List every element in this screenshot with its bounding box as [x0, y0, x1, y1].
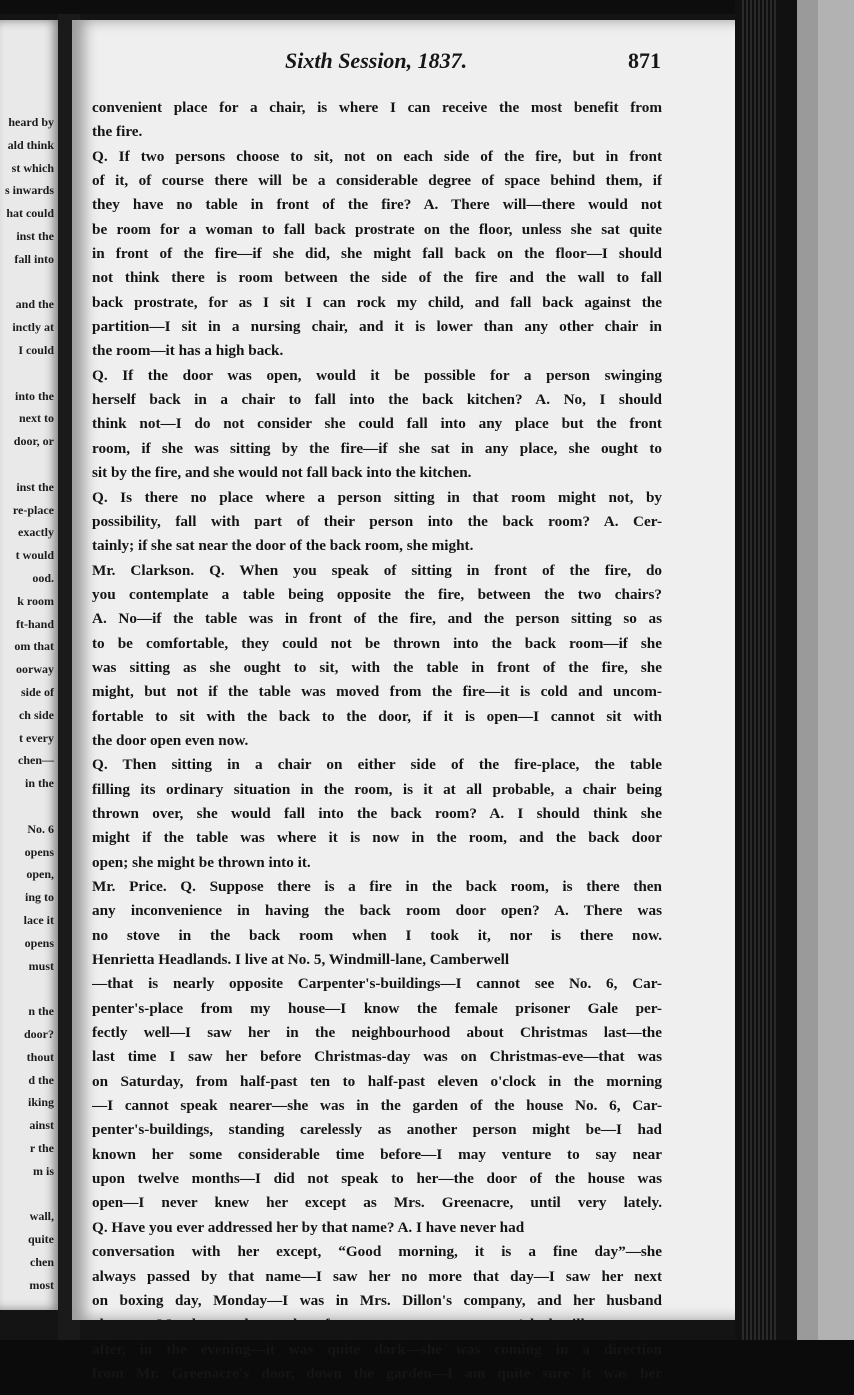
- text-line: no stove in the back room when I took it, nor is there now.: [92, 926, 662, 944]
- text-line: be room for a woman to fall back prostrate on the floor, unless she sat quite: [92, 220, 662, 238]
- facing-page-text-fragment: ing to: [24, 890, 54, 905]
- facing-page-text-fragment: s inwards: [4, 183, 54, 198]
- text-line: last time I saw her before Christmas-day was on Christmas-eve—that was: [92, 1048, 662, 1066]
- text-line: back prostrate, for as I sit I can rock my child, and fall back against the: [92, 293, 662, 311]
- facing-page-text-fragment: into the: [15, 388, 54, 403]
- facing-page-text-fragment: oorway: [16, 662, 54, 677]
- facing-page-text-fragment: door?: [24, 1027, 54, 1041]
- facing-page-text-fragment: wall,: [29, 1209, 54, 1224]
- page-header: [72, 48, 740, 78]
- text-line: Q. If two persons choose to sit, not on each side of the fire, but in front: [92, 147, 662, 165]
- facing-page-text-fragment: re-place: [12, 502, 54, 517]
- facing-page-text-fragment: m is: [33, 1163, 54, 1178]
- text-line: known her some considerable time before—I may venture to say near: [92, 1145, 662, 1163]
- facing-page-text-fragment: and the: [15, 297, 54, 312]
- facing-page-text-fragment: d the: [28, 1072, 54, 1087]
- text-line: Mr. Clarkson. Q. When you speak of sitting in front of the fire, do: [92, 561, 662, 579]
- text-line: any inconvenience in having the back room door open? A. There was: [92, 902, 662, 920]
- text-line: of it, of course there will be a considerable degree of space behind them, if: [92, 172, 662, 190]
- facing-page-text-fragment: heard by: [8, 115, 54, 129]
- facing-page-text-fragment: quite: [27, 1232, 54, 1247]
- facing-page-text-fragment: must: [28, 958, 54, 973]
- facing-page-text-fragment: chen—: [18, 753, 54, 768]
- facing-page-text-fragment: r the: [29, 1141, 54, 1155]
- text-line: partition—I sit in a nursing chair, and it is lower than any other chair in: [92, 318, 662, 336]
- text-line: convenient place for a chair, is where I can receive the most benefit from: [92, 99, 662, 116]
- text-line: open—I never knew her except as Mrs. Greenacre, until very lately.: [92, 1194, 662, 1212]
- facing-page-text-fragment: k room: [17, 593, 54, 608]
- text-line: was sitting as she ought to sit, with the table in front of the fire, she: [92, 658, 662, 676]
- facing-page-text-fragment: inst the: [16, 229, 54, 243]
- text-line: the door open even now.: [92, 731, 249, 749]
- facing-page-text-fragment: fall into: [14, 251, 54, 266]
- text-line: Q. If the door was open, would it be possible for a person swinging: [92, 366, 662, 384]
- facing-page-text-fragment: opens: [24, 844, 54, 859]
- text-line: might, but not if the table was moved from the fire—it is cold and uncom-: [92, 683, 662, 701]
- facing-page-left: [0, 20, 60, 1310]
- facing-page-text-fragment: door, or: [13, 434, 54, 449]
- text-line: —that is nearly opposite Carpenter's-buildings—I cannot see No. 6, Car-: [92, 975, 662, 993]
- running-head: Sixth Session, 1837.: [285, 48, 468, 73]
- facing-page-text-fragment: lace it: [23, 913, 54, 927]
- facing-page-text-fragment: exactly: [18, 525, 54, 540]
- facing-page-text-fragment: I could: [18, 343, 54, 357]
- text-line: they have no table in front of the fire? A. There will—there would not: [92, 196, 662, 214]
- text-line: on Saturday, from half-past ten to half-past eleven o'clock in the morning: [92, 1072, 662, 1090]
- facing-page-text-fragment: inctly at: [12, 320, 54, 335]
- text-line: A. No—if the table was in front of the fire, and the person sitting so as: [92, 610, 662, 628]
- text-line: the fire.: [92, 123, 143, 141]
- text-line: upon twelve months—I did not speak to her—the door of the house was: [92, 1170, 662, 1188]
- text-line: you contemplate a table being opposite the fire, between the two chairs?: [92, 585, 662, 603]
- text-line: also, on Monday, and saw her from a quarter to seven o'clock till a quarter: [92, 1316, 662, 1334]
- text-line: the room—it has a high back.: [92, 342, 284, 360]
- facing-page-text-fragment: No. 6: [27, 821, 54, 836]
- text-line: thrown over, she would fall into the back room? A. I should think she: [92, 804, 662, 822]
- text-line: Q. Then sitting in a chair on either side of the fire-place, the table: [92, 756, 662, 774]
- facing-page-text-fragment: ald think: [7, 137, 54, 152]
- text-line: sit by the fire, and she would not fall back into the kitchen.: [92, 464, 472, 482]
- text-line: on boxing day, Monday—I was in Mrs. Dillon's company, and her husband: [92, 1291, 662, 1309]
- scan-background-right-light: [818, 0, 854, 1340]
- facing-page-text-fragment: most: [29, 1277, 54, 1292]
- text-line: herself back in a chair to fall into the back kitchen? A. No, I should: [92, 391, 662, 409]
- text-line: not think there is room between the side of the fire and the wall to fall: [92, 269, 662, 287]
- facing-page-text-fragment: thout: [26, 1049, 54, 1064]
- text-line: penter's-buildings, standing carelessly as another person might be—I had: [92, 1121, 662, 1139]
- facing-page-text-fragment: in the: [24, 776, 54, 791]
- text-line: in front of the fire—if she did, she might fall back on the floor—I should: [92, 245, 662, 263]
- facing-page-text-fragment: iking: [27, 1095, 54, 1110]
- text-line: conversation with her except, “Good morning, it is a fine day”—she: [92, 1243, 662, 1261]
- text-line: Mr. Price. Q. Suppose there is a fire in the back room, is there then: [92, 878, 662, 895]
- body-text: [92, 96, 662, 1386]
- facing-page-text-fragment: t every: [19, 730, 54, 745]
- text-line: possibility, fall with part of their person into the back room? A. Cer-: [92, 512, 662, 530]
- facing-page-text-fragment: inst the: [16, 479, 54, 494]
- text-line: —I cannot speak nearer—she was in the garden of the house No. 6, Car-: [92, 1097, 662, 1115]
- facing-page-text-fragment: next to: [19, 411, 54, 426]
- facing-page-text-fragment: om that: [14, 639, 54, 654]
- text-line: think not—I do not consider she could fall into any place but the front: [92, 415, 662, 433]
- text-line: penter's-place from my house—I know the female prisoner Gale per-: [92, 999, 662, 1017]
- facing-page-text-fragment: side of: [21, 685, 54, 699]
- facing-page-text-fragment: ood.: [32, 571, 54, 585]
- facing-page-text-fragment: opens: [24, 935, 54, 950]
- facing-page-text-fragment: st which: [11, 160, 54, 175]
- text-line: filling its ordinary situation in the room, is it at all probable, a chair being: [92, 780, 662, 798]
- text-line: after, in the evening—it was quite dark—she was coming in a direction: [92, 1340, 662, 1358]
- text-line: Q. Have you ever addressed her by that name? A. I have never had: [92, 1218, 525, 1236]
- facing-page-text-fragment: t would: [15, 548, 54, 563]
- text-line: fortable to sit with the back to the door, if it is open—I cannot sit with: [92, 707, 662, 725]
- facing-page-text-fragment: ft-hand: [15, 616, 54, 631]
- facing-page-text-fragment: n the: [28, 1004, 54, 1019]
- text-line: from Mr. Greenacre's door, down the garden—I am quite sure it was her: [92, 1364, 662, 1382]
- text-line: Henrietta Headlands. I live at No. 5, Windmill-lane, Camberwell: [92, 951, 510, 969]
- text-line: tainly; if she sat near the door of the back room, she might.: [92, 537, 474, 555]
- text-line: room, if she was sitting by the fire—if she sat in any place, she ought to: [92, 439, 662, 457]
- scan-border-top: [0, 0, 854, 14]
- facing-page-text-fragment: hat could: [6, 206, 54, 221]
- facing-page-text-fragment: ainst: [29, 1118, 54, 1133]
- text-line: open; she might be thrown into it.: [92, 853, 311, 871]
- text-line: Q. Is there no place where a person sitting in that room might not, by: [92, 488, 662, 506]
- page-number: 871: [628, 48, 661, 73]
- facing-page-text-fragment: chen: [30, 1255, 54, 1269]
- text-line: to be comfortable, they could not be thrown into the back room—if she: [92, 634, 662, 652]
- facing-page-text-fragment: open,: [26, 867, 54, 882]
- text-line: might if the table was where it is now in the room, and the back door: [92, 829, 662, 847]
- text-line: always passed by that name—I saw her no more that day—I saw her next: [92, 1267, 662, 1285]
- text-line: fectly well—I saw her in the neighbourhood about Christmas last—the: [92, 1024, 662, 1042]
- facing-page-text-fragment: ch side: [18, 707, 54, 722]
- page-stack-edge: [742, 0, 776, 1340]
